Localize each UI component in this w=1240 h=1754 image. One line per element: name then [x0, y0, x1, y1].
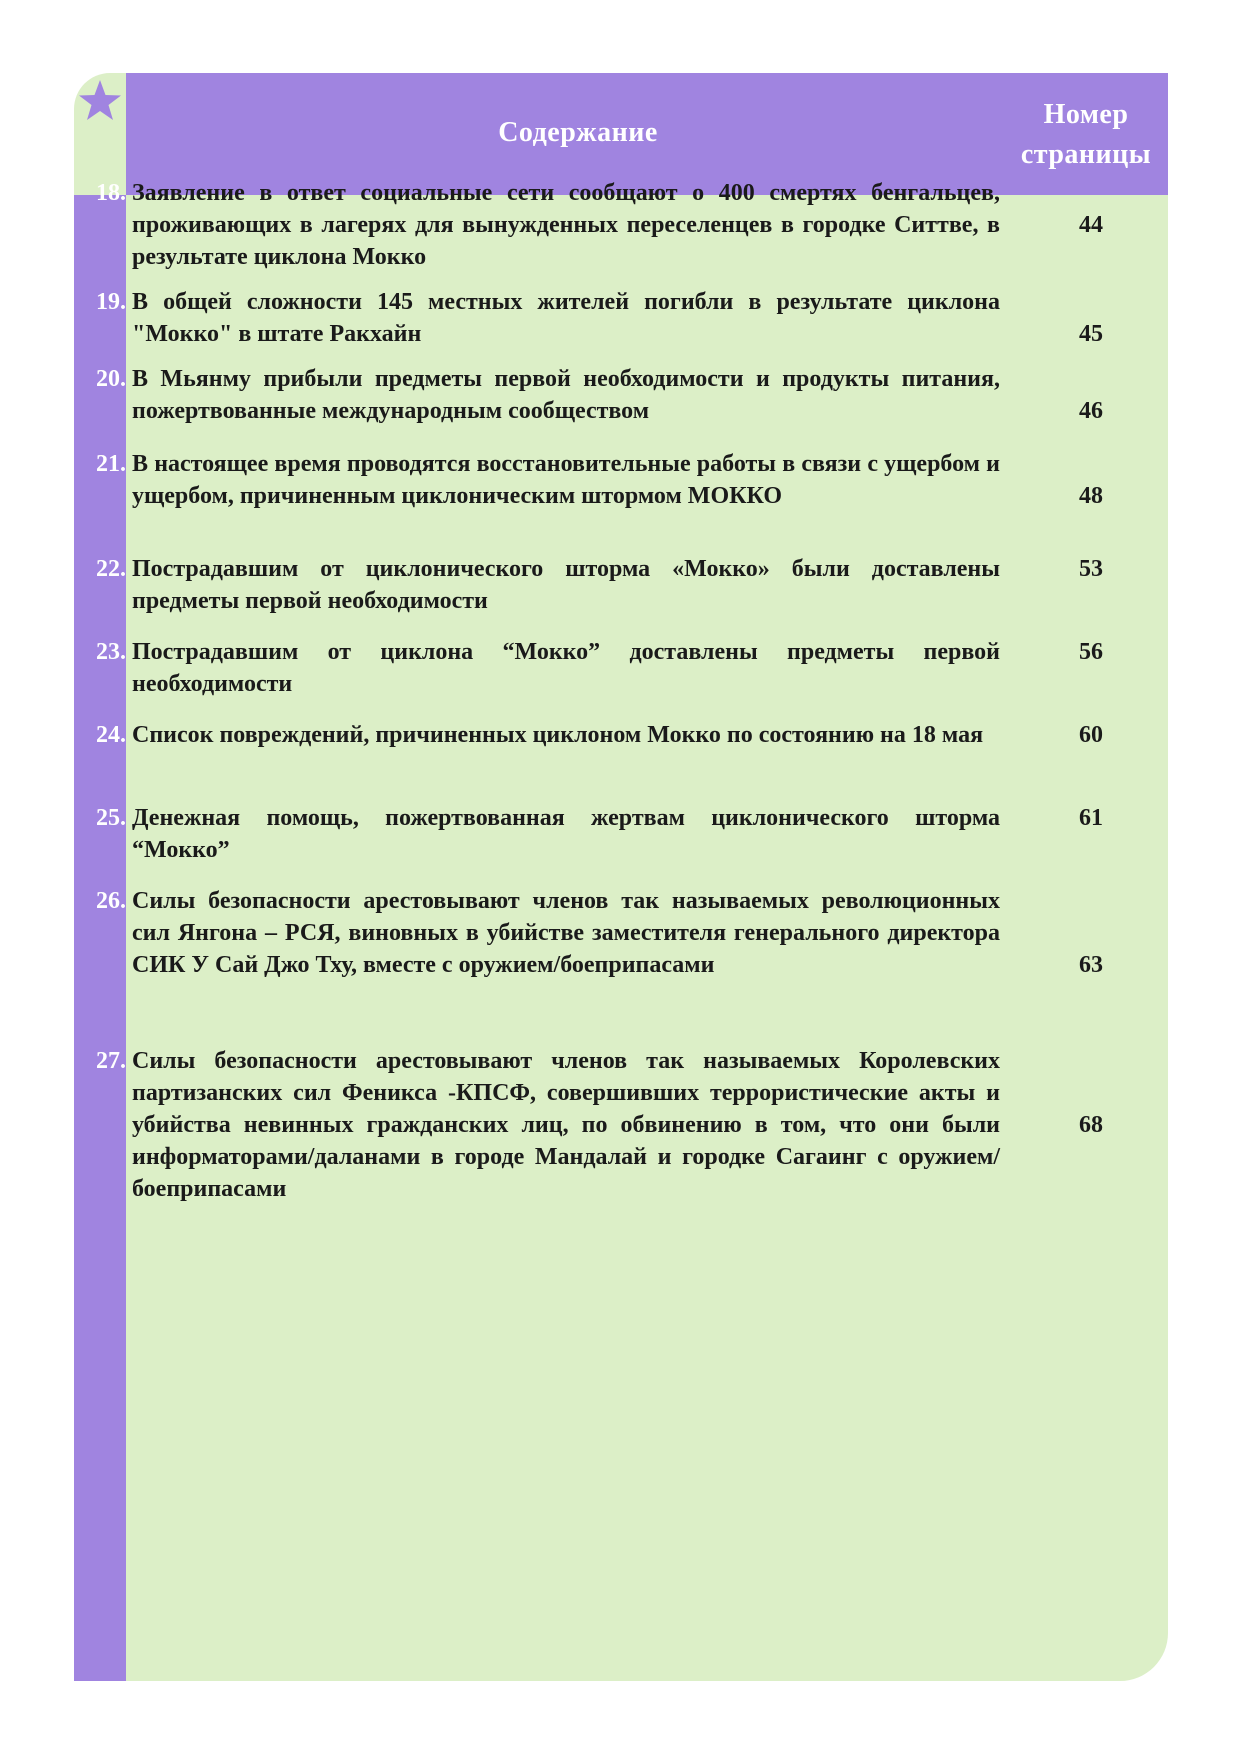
entry-number: 18.: [96, 180, 126, 206]
entry-title: В общей сложности 145 местных жителей погибли в результате циклона "Мокко" в штате Ракхайн: [132, 289, 1000, 347]
entry-page: 44: [1079, 212, 1103, 238]
entry-number: 22.: [96, 556, 126, 582]
entry-title: Силы безопасности арестовывают членов так называемых Королевских партизанских сил Феникса -КПСФ, совершивших террористические акты и убийства невинных гражданских лиц, по обвинению в том, что они были информаторами/даланами в городе Мандалай и городке Сагаинг с оружием/боеприпасами: [132, 1048, 1000, 1202]
entry-page: 56: [1079, 639, 1103, 665]
entry-number: 19.: [96, 289, 126, 315]
entry-title: Силы безопасности арестовывают членов так называемых революционных сил Янгона – РСЯ, виновных в убийстве заместителя генерального директора СИК У Сай Джо Тху, вместе с оружием/боеприпасами: [132, 888, 1000, 978]
entry-page: 68: [1079, 1112, 1103, 1138]
entry-number: 27.: [96, 1048, 126, 1074]
entry-page: 48: [1079, 483, 1103, 509]
page-number-heading-line1: Номер: [1043, 99, 1129, 130]
entry-title: В настоящее время проводятся восстановительные работы в связи с ущербом и ущербом, причиненным циклоническим штормом МОККО: [132, 451, 1000, 509]
entry-number: 24.: [96, 722, 126, 748]
entry-title: В Мьянму прибыли предметы первой необходимости и продукты питания, пожертвованные международным сообществом: [132, 366, 1000, 424]
entry-title: Заявление в ответ социальные сети сообщают о 400 смертях бенгальцев, проживающих в лагерях для вынужденных переселенцев в городке Ситтве, в результате циклона Мокко: [132, 180, 1000, 270]
entry-page: 60: [1079, 722, 1103, 748]
entry-page: 63: [1079, 952, 1103, 978]
entry-title: Денежная помощь, пожертвованная жертвам циклонического шторма “Мокко”: [132, 805, 1000, 863]
entry-number: 21.: [96, 451, 126, 477]
entry-number: 26.: [96, 888, 126, 914]
star-icon: [77, 78, 123, 124]
entry-number: 25.: [96, 805, 126, 831]
contents-panel: [74, 73, 1168, 1681]
entry-page: 45: [1079, 321, 1103, 347]
entry-page: 61: [1079, 805, 1103, 831]
entry-number: 23.: [96, 639, 126, 665]
entry-number: 20.: [96, 366, 126, 392]
contents-heading: Содержание: [498, 117, 658, 148]
entry-title: Пострадавшим от циклонического шторма «Мокко» были доставлены предметы первой необходимости: [132, 556, 1000, 614]
entry-page: 53: [1079, 556, 1103, 582]
number-column-band: [74, 195, 126, 1681]
entry-title: Пострадавшим от циклона “Мокко” доставлены предметы первой необходимости: [132, 639, 1000, 697]
page-number-heading-line2: страницы: [1020, 139, 1152, 170]
page-number-heading: [1004, 95, 1168, 175]
entry-title: Список повреждений, причиненных циклоном Мокко по состоянию на 18 мая: [132, 722, 984, 748]
entry-page: 46: [1079, 398, 1103, 424]
